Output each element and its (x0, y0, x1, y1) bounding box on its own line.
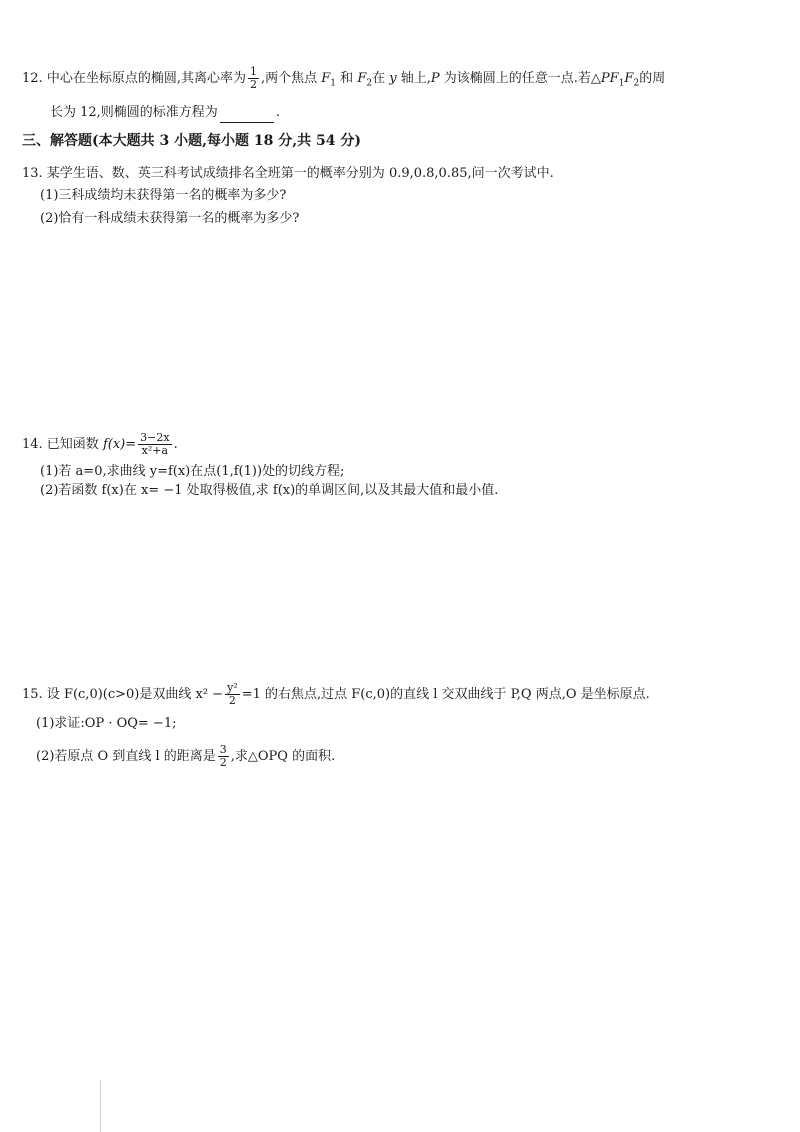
q12-f2: F (357, 71, 367, 86)
q15-p2-numerator: 3 (219, 743, 227, 756)
question-14-stem (22, 432, 178, 457)
q12-p: P (430, 71, 440, 86)
q14-function-fraction (138, 432, 171, 457)
margin-rule (100, 1080, 101, 1132)
question-15-part-1: (1)求证:OP · OQ= −1; (36, 716, 177, 731)
q12-text-5: 轴上, (400, 71, 431, 86)
q14-function: f(x)= (102, 437, 137, 452)
q14-frac-numerator: 3−2x (140, 431, 170, 444)
q14-stem-end: . (173, 437, 178, 452)
q12-text-6: 为该椭圆上的任意一点.若△ (443, 71, 601, 86)
q12-text-4: 在 (372, 71, 386, 86)
q12-tri: PF (600, 71, 619, 86)
q12-answer-blank (220, 108, 274, 123)
question-13-stem: 13. 某学生语、数、英三科考试成绩排名全班第一的概率分别为 0.9,0.8,0.85,问一次考试中. (22, 166, 554, 181)
q15-p2-denominator: 2 (219, 756, 227, 769)
section-3-heading: 三、解答题(本大题共 3 小题,每小题 18 分,共 54 分) (22, 133, 361, 149)
q12-f1-sub: 1 (330, 78, 337, 89)
question-15-part-2 (36, 744, 335, 769)
q12-line2-text: 长为 12,则椭圆的标准方程为 (50, 105, 218, 120)
q12-frac-numerator: 1 (249, 65, 257, 78)
q15-part2-text-b: ,求△OPQ 的面积. (230, 749, 336, 764)
q12-tri-sub1: 1 (618, 78, 625, 89)
q12-number: 12. (22, 71, 43, 86)
question-12-line-2 (50, 103, 280, 123)
q15-hyperbola-fraction (225, 682, 240, 707)
q12-tri-sub2: 2 (633, 78, 640, 89)
q12-line2-end: . (275, 105, 280, 120)
question-15-stem (22, 682, 650, 707)
q15-frac-denominator: 2 (228, 694, 236, 707)
q14-frac-denominator: x²+a (141, 444, 169, 457)
q15-stem-b: =1 的右焦点,过点 F(c,0)的直线 l 交双曲线于 P,Q 两点,O 是坐标原点. (241, 687, 650, 702)
q14-number: 14. 已知函数 (22, 437, 99, 452)
q12-text-1: 中心在坐标原点的椭圆,其离心率为 (46, 71, 246, 86)
question-14-part-1: (1)若 a=0,求曲线 y=f(x)在点(1,f(1))处的切线方程; (40, 464, 345, 479)
question-12-line-1 (22, 66, 665, 94)
q12-f1: F (321, 71, 331, 86)
q15-part2-text-a: (2)若原点 O 到直线 l 的距离是 (36, 749, 216, 764)
question-13-part-1: (1)三科成绩均未获得第一名的概率为多少? (40, 188, 287, 203)
q12-y: y (389, 71, 397, 86)
q15-distance-fraction (218, 744, 229, 769)
q12-tri2: F (624, 71, 634, 86)
q12-text-7: 的周 (639, 71, 666, 86)
q12-f2-sub: 2 (366, 78, 373, 89)
q12-text-2: ,两个焦点 (260, 71, 318, 86)
question-13-part-2: (2)恰有一科成绩未获得第一名的概率为多少? (40, 211, 300, 226)
q12-eccentricity-fraction (248, 66, 259, 91)
q15-frac-numerator: y² (227, 681, 238, 694)
q12-frac-denominator: 2 (249, 78, 257, 91)
q12-text-3: 和 (340, 71, 354, 86)
question-14-part-2: (2)若函数 f(x)在 x= −1 处取得极值,求 f(x)的单调区间,以及其最大值和最小值. (40, 483, 499, 498)
q15-stem-a: 15. 设 F(c,0)(c>0)是双曲线 x² − (22, 687, 224, 702)
